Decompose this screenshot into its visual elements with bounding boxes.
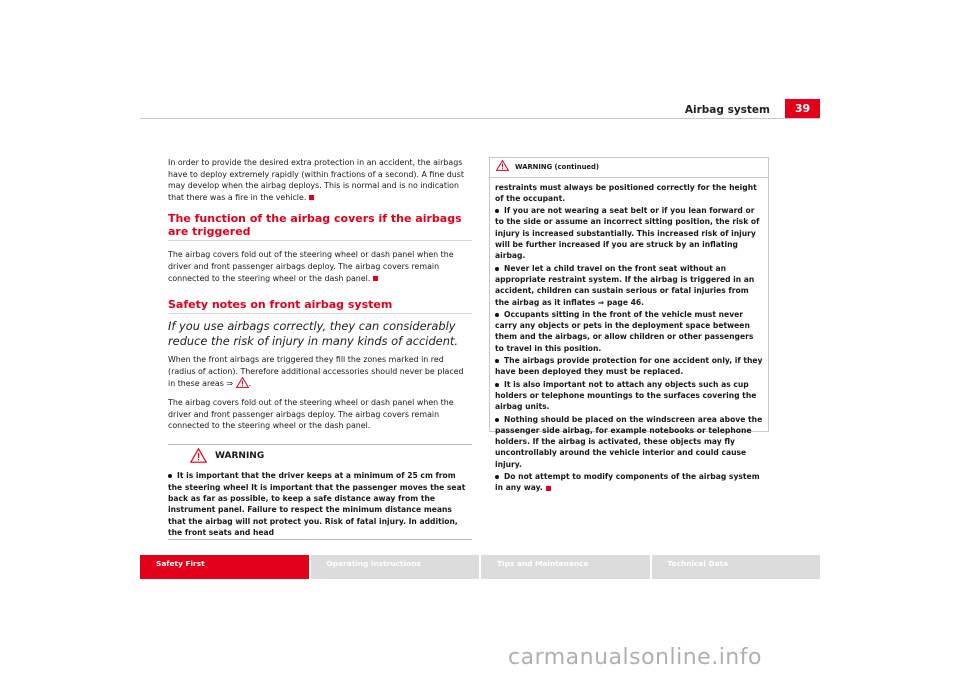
warning-item: It is also important not to attach any objects such as cup holders or telephone mountings to the surfaces covering the airbag units. (495, 379, 757, 412)
bullet-icon (495, 475, 499, 479)
header-rule (140, 118, 820, 119)
warning-header (168, 445, 472, 471)
warning-continued-box (489, 157, 769, 493)
section-rule (168, 240, 472, 241)
warning-triangle-icon (236, 377, 249, 392)
watermark-text: carmanualsonline.info (508, 645, 762, 670)
end-of-section-marker (309, 195, 314, 200)
warning-item: Nothing should be placed on the windscreen area above the passenger side airbag, for example notebooks or telephone holders. If the airbag is activated, these objects may fly uncontrollably around the vehicle interior and could cause injury. (495, 414, 763, 469)
end-of-section-marker (373, 276, 378, 281)
bullet-icon (168, 474, 172, 478)
section-rule (168, 313, 472, 314)
left-column (168, 157, 472, 540)
chapter-tabs (140, 555, 820, 579)
warning-box (168, 444, 472, 540)
tab-technical-data[interactable]: Technical Data (652, 555, 821, 579)
warning-continued-title: WARNING (continued) (515, 162, 600, 171)
zones-paragraph: When the front airbags are triggered they fill the zones marked in red (radius of action). Therefore additional accessories should never be placed in these areas ⇒ . (168, 354, 472, 392)
bullet-icon (495, 418, 499, 422)
running-header-title: Airbag system (684, 104, 770, 116)
warning-item: Do not attempt to modify components of the airbag system in any way. (495, 472, 760, 493)
bullet-icon (495, 313, 499, 317)
warning-item: Occupants sitting in the front of the vehicle must never carry any objects or pets in the deployment space between them and the airbags, or allow children or other passengers to travel in this position. (495, 309, 754, 353)
warning-title: WARNING (215, 451, 265, 462)
warning-triangle-icon (496, 160, 509, 175)
intro-paragraph: In order to provide the desired extra protection in an accident, the airbags have to deploy extremely rapidly (within fractions of a second). A fine dust may develop when the airbag deploys. This is normal and is no indication that there was a fire in the vehicle. (168, 158, 464, 202)
bullet-icon (495, 267, 499, 271)
tab-operating-instructions[interactable]: Operating instructions (311, 555, 480, 579)
warning-body: It is important that the driver keeps at a minimum of 25 cm from the steering wheel It is important that the passenger moves the seat back as far as possible, to keep a safe distance away from the instrument panel. Failure to respect the minimum distance means that the airbag will not protect you. Risk of fatal injury. In addition, the front seats and head (168, 471, 466, 537)
airbag-covers-paragraph: The airbag covers fold out of the steering wheel or dash panel when the driver and front passenger airbags deploy. The airbag covers remain connected to the steering wheel or the dash panel. (168, 250, 454, 283)
warning-item: If you are not wearing a seat belt or if you lean forward or to the side or assume an incorrect sitting position, the risk of injury is increased substantially. This increased risk of injury will be further increased if you are struck by an inflating airbag. (495, 206, 760, 261)
warning-continued-header (490, 158, 768, 178)
bullet-icon (495, 359, 499, 363)
page-number-badge: 39 (785, 99, 820, 119)
section-heading-airbag-covers: The function of the airbag covers if the airbags are triggered (168, 212, 462, 239)
warning-triangle-icon (190, 448, 207, 467)
section-subheading: If you use airbags correctly, they can considerably reduce the risk of injury in many kinds of accident. (168, 319, 458, 349)
bullet-icon (495, 383, 499, 387)
end-of-section-marker (546, 486, 551, 491)
bullet-icon (495, 209, 499, 213)
tab-safety-first[interactable]: Safety First (140, 555, 309, 579)
tab-tips-and-maintenance[interactable]: Tips and Maintenance (481, 555, 650, 579)
warning-continuation: restraints must always be positioned correctly for the height of the occupant. (495, 182, 757, 203)
warning-continued-body (490, 178, 768, 494)
covers-repeat-paragraph: The airbag covers fold out of the steering wheel or dash panel when the driver and front passenger airbags deploy. The airbag covers remain connected to the steering wheel or the dash panel. (168, 397, 454, 431)
warning-item: Never let a child travel on the front seat without an appropriate restraint system. If the airbag is triggered in an accident, children can sustain serious or fatal injuries from the airbag as it inflates ⇒ page 46. (495, 263, 755, 307)
warning-item: The airbags provide protection for one accident only, if they have been deployed they must be replaced. (495, 356, 763, 377)
section-heading-safety-notes: Safety notes on front airbag system (168, 298, 393, 312)
